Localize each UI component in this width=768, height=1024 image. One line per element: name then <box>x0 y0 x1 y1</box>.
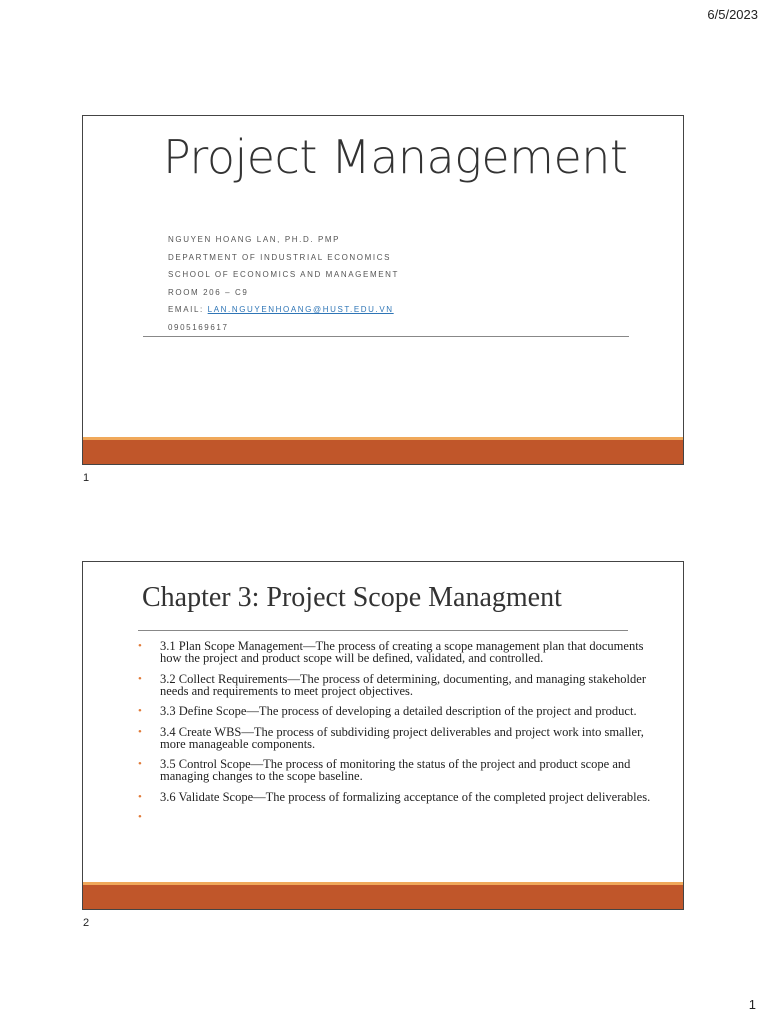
list-item: • 3.3 Define Scope—The process of developing a detailed description of the project and product. <box>138 704 637 718</box>
slide-2-title: Chapter 3: Project Scope Managment <box>142 582 562 613</box>
slide-1-author-info <box>168 231 399 336</box>
list-item: • 3.1 Plan Scope Management—The process of creating a scope management plan that documents how the project and product scope will be defined, validated, and controlled. <box>138 639 644 665</box>
slide-2 <box>82 561 684 910</box>
slide-1-number: 1 <box>83 472 90 484</box>
slide-1 <box>82 115 684 465</box>
bullet-icon: • <box>138 640 142 652</box>
author-phone: 0905169617 <box>168 322 229 332</box>
slide-1-title: Project Management <box>163 130 628 184</box>
slide-2-accent-band <box>83 885 683 909</box>
author-school: SCHOOL OF ECONOMICS AND MANAGEMENT <box>168 270 400 279</box>
email-label: EMAIL: <box>168 305 208 314</box>
slide-1-accent-band <box>83 440 683 464</box>
slide-1-divider <box>143 336 629 337</box>
list-item: • 3.5 Control Scope—The process of monitoring the status of the project and product scope and managing changes to the scope baseline. <box>138 757 631 783</box>
slide-2-number: 2 <box>83 917 90 929</box>
print-date: 6/5/2023 <box>707 7 758 22</box>
bullet-icon: • <box>138 672 142 685</box>
page-number: 1 <box>748 997 756 1012</box>
bullet-icon: • <box>138 758 142 770</box>
bullet-icon: • <box>138 725 142 738</box>
bullet-icon: • <box>138 811 142 823</box>
author-room: ROOM 206 – C9 <box>168 287 249 297</box>
slide-2-divider <box>138 630 628 631</box>
author-department: DEPARTMENT OF INDUSTRIAL ECONOMICS <box>168 252 392 262</box>
bullet-icon: • <box>138 790 142 803</box>
email-link[interactable]: LAN.NGUYENHOANG@HUST.EDU.VN <box>207 305 394 314</box>
list-item: • 3.4 Create WBS—The process of subdividing project deliverables and project work into smaller, more manageable components. <box>138 724 644 751</box>
list-item: • 3.2 Collect Requirements—The process of determining, documenting, and managing stakeholder needs and requirements to meet project objectives. <box>138 671 646 698</box>
list-item: • 3.6 Validate Scope—The process of formalizing acceptance of the completed project deliverables. <box>138 789 651 804</box>
author-name: NGUYEN HOANG LAN, PH.D. PMP <box>168 235 341 244</box>
author-email-line <box>168 301 399 319</box>
slide-2-bullet-list <box>138 639 655 823</box>
bullet-icon: • <box>138 705 142 717</box>
